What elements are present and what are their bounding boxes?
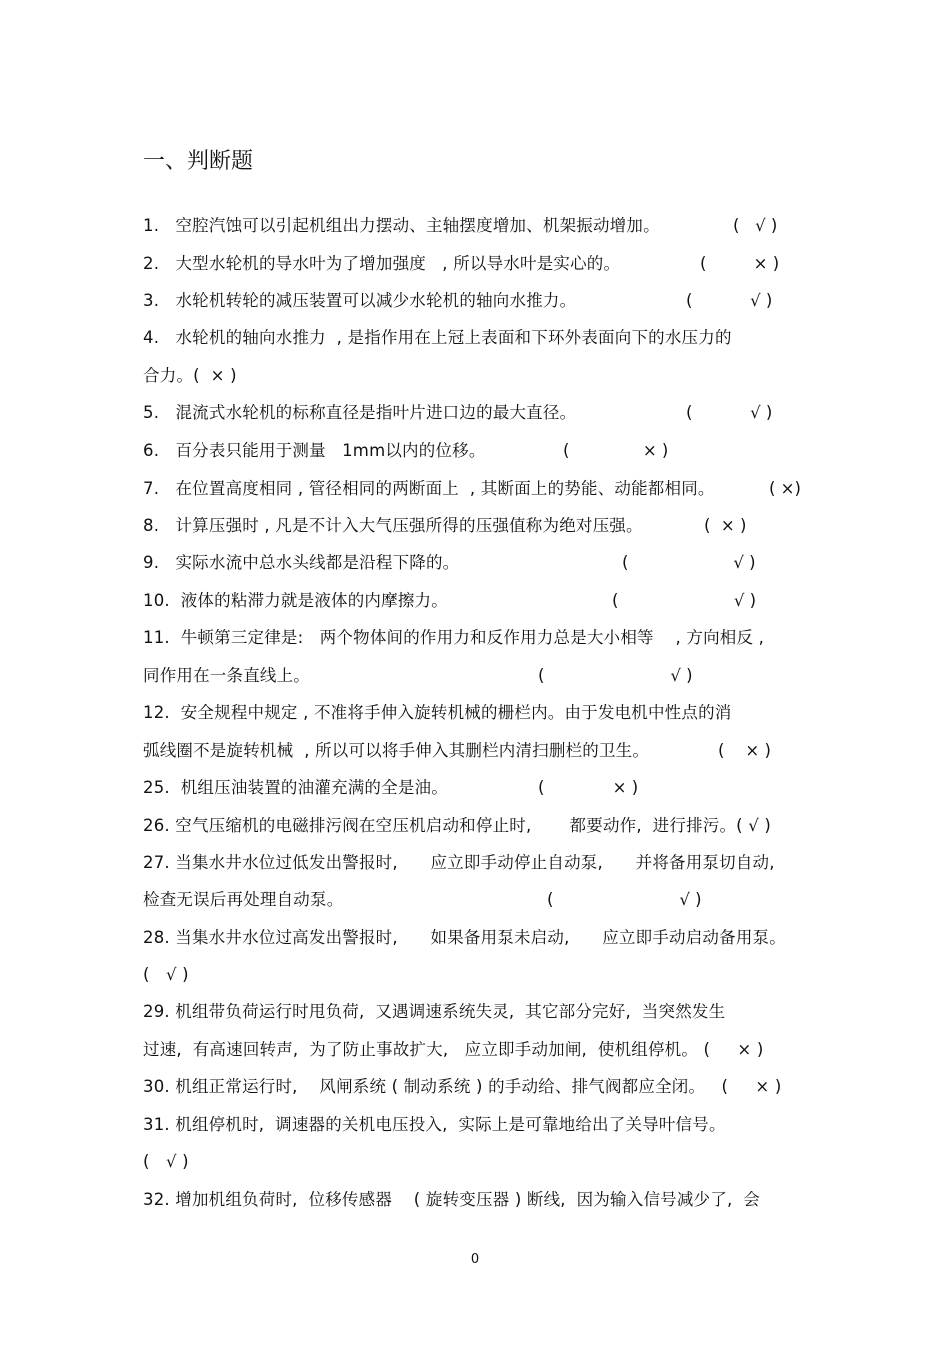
question-line: 9. 实际水流中总水头线都是沿程下降的。 xyxy=(143,553,460,572)
question-line: 11. 牛顿第三定律是: 两个物体间的作用力和反作用力总是大小相等 , 方向相反 , xyxy=(143,628,765,647)
question-line: 12. 安全规程中规定 , 不准将手伸入旋转机械的栅栏内。由于发电机中性点的消 xyxy=(143,703,732,722)
question-line: 过速, 有高速回转声, 为了防止事故扩大, 应立即手动加闸, 使机组停机。 ( × ) xyxy=(143,1040,764,1059)
question-line: 检查无误后再处理自动泵。 xyxy=(143,890,344,909)
answer-mark: ( √ ) xyxy=(612,591,757,610)
question-line: ( √ ) xyxy=(143,1152,189,1171)
section-title: 一、判断题 xyxy=(143,149,254,174)
question-line: 27. 当集水井水位过低发出警报时, 应立即手动停止自动泵, 并将备用泵切自动, xyxy=(143,853,775,872)
answer-mark: ( √ ) xyxy=(686,403,773,422)
answer-mark: ( × ) xyxy=(538,778,639,797)
answer-mark: ( ×) xyxy=(769,479,801,498)
question-line: 2. 大型水轮机的导水叶为了增加强度 , 所以导水叶是实心的。 xyxy=(143,254,621,273)
page-number: 0 xyxy=(470,1252,480,1267)
question-line: 7. 在位置高度相同 , 管径相同的两断面上 , 其断面上的势能、动能都相同。 xyxy=(143,479,715,498)
question-line: 25. 机组压油装置的油灌充满的全是油。 xyxy=(143,778,448,797)
question-line: 4. 水轮机的轴向水推力 , 是指作用在上冠上表面和下环外表面向下的水压力的 xyxy=(143,328,732,347)
question-line: 5. 混流式水轮机的标称直径是指叶片进口边的最大直径。 xyxy=(143,403,577,422)
answer-mark: ( √ ) xyxy=(538,666,693,685)
question-line: 合力。( × ) xyxy=(143,366,237,385)
question-line: 10. 液体的粘滞力就是液体的内摩擦力。 xyxy=(143,591,448,610)
answer-mark: ( × ) xyxy=(718,741,771,760)
question-line: 6. 百分表只能用于测量 1mm以内的位移。 xyxy=(143,441,486,460)
answer-mark: ( × ) xyxy=(700,254,780,273)
question-line: 3. 水轮机转轮的减压装置可以减少水轮机的轴向水推力。 xyxy=(143,291,577,310)
question-line: 1. 空腔汽蚀可以引起机组出力摆动、主轴摆度增加、机架振动增加。 xyxy=(143,216,660,235)
question-line: 26. 空气压缩机的电磁排污阀在空压机启动和停止时, 都要动作, 进行排污。( √ ) xyxy=(143,816,772,835)
question-line: 弧线圈不是旋转机械 , 所以可以将手伸入其删栏内清扫删栏的卫生。 xyxy=(143,741,650,760)
question-line: 32. 增加机组负荷时, 位移传感器 ( 旋转变压器 ) 断线, 因为输入信号减少了, 会 xyxy=(143,1190,760,1209)
answer-mark: ( √ ) xyxy=(547,890,702,909)
answer-mark: ( × ) xyxy=(704,516,747,535)
question-line: 30. 机组正常运行时, 风闸系统 ( 制动系统 ) 的手动给、排气阀都应全闭。 ( × ) xyxy=(143,1077,782,1096)
question-line: ( √ ) xyxy=(143,965,189,984)
question-line: 29. 机组带负荷运行时甩负荷, 又遇调速系统失灵, 其它部分完好, 当突然发生 xyxy=(143,1002,726,1021)
answer-mark: ( √ ) xyxy=(686,291,773,310)
answer-mark: ( √ ) xyxy=(622,553,756,572)
question-line: 8. 计算压强时 , 凡是不计入大气压强所得的压强值称为绝对压强。 xyxy=(143,516,643,535)
question-line: 同作用在一条直线上。 xyxy=(143,666,310,685)
question-line: 28. 当集水井水位过高发出警报时, 如果备用泵未启动, 应立即手动启动备用泵。 xyxy=(143,928,786,947)
answer-mark: ( × ) xyxy=(563,441,669,460)
answer-mark: ( √ ) xyxy=(733,216,778,235)
question-line: 31. 机组停机时, 调速器的关机电压投入, 实际上是可靠地给出了关导叶信号。 xyxy=(143,1115,726,1134)
